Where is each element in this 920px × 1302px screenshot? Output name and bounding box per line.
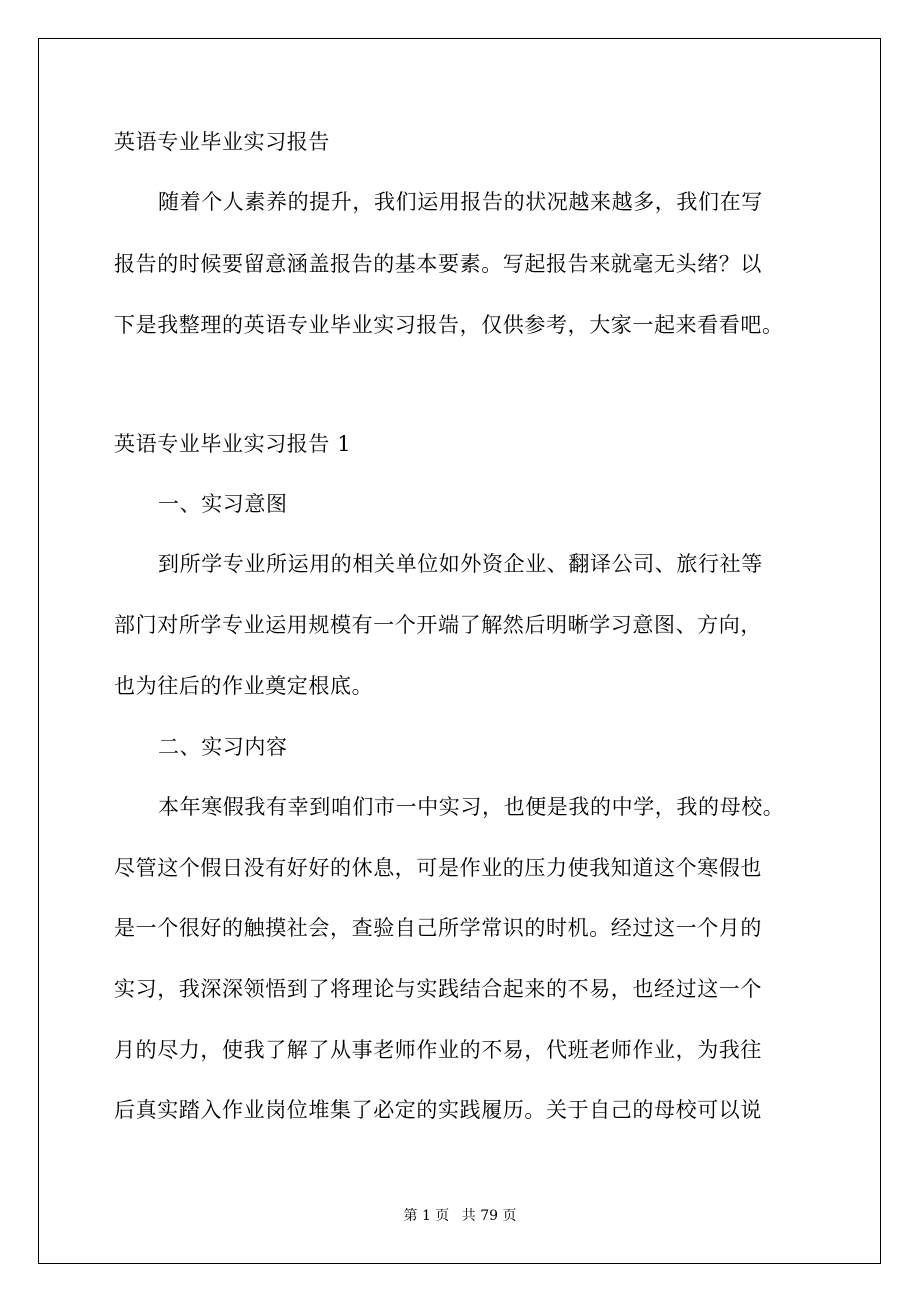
para-2-line-2: 尽管这个假日没有好好的休息，可是作业的压力使我知道这个寒假也 xyxy=(114,856,762,880)
page-total: 共 79 页 xyxy=(461,1208,517,1224)
heading-content: 二、实习内容 xyxy=(158,735,288,759)
para-2-line-6: 后真实踏入作业岗位堆集了必定的实践履历。关于自己的母校可以说 xyxy=(114,1098,762,1122)
section-title: 英语专业毕业实习报告 1 xyxy=(114,432,352,456)
para-1-line-2: 部门对所学专业运用规模有一个开端了解然后明晰学习意图、方向， xyxy=(114,613,762,637)
heading-purpose: 一、实习意图 xyxy=(158,492,288,516)
page-footer xyxy=(0,1207,920,1225)
page-number: 第 1 页 xyxy=(403,1208,450,1224)
document-title: 英语专业毕业实习报告 xyxy=(114,130,330,154)
intro-line-2: 报告的时候要留意涵盖报告的基本要素。写起报告来就毫无头绪？以 xyxy=(114,252,762,276)
intro-line-1: 随着个人素养的提升，我们运用报告的状况越来越多，我们在写 xyxy=(158,190,763,214)
page-border xyxy=(38,38,881,1264)
para-1-line-3: 也为往后的作业奠定根底。 xyxy=(114,674,374,698)
intro-line-3: 下是我整理的英语专业毕业实习报告，仅供参考，大家一起来看看吧。 xyxy=(114,313,784,337)
para-1-line-1: 到所学专业所运用的相关单位如外资企业、翻译公司、旅行社等 xyxy=(158,552,763,576)
para-2-line-3: 是一个很好的触摸社会，查验自己所学常识的时机。经过这一个月的 xyxy=(114,916,762,940)
para-2-line-4: 实习，我深深领悟到了将理论与实践结合起来的不易，也经过这一个 xyxy=(114,977,762,1001)
para-2-line-5: 月的尽力，使我了解了从事老师作业的不易，代班老师作业，为我往 xyxy=(114,1038,762,1062)
para-2-line-1: 本年寒假我有幸到咱们市一中实习，也便是我的中学，我的母校。 xyxy=(158,795,785,819)
